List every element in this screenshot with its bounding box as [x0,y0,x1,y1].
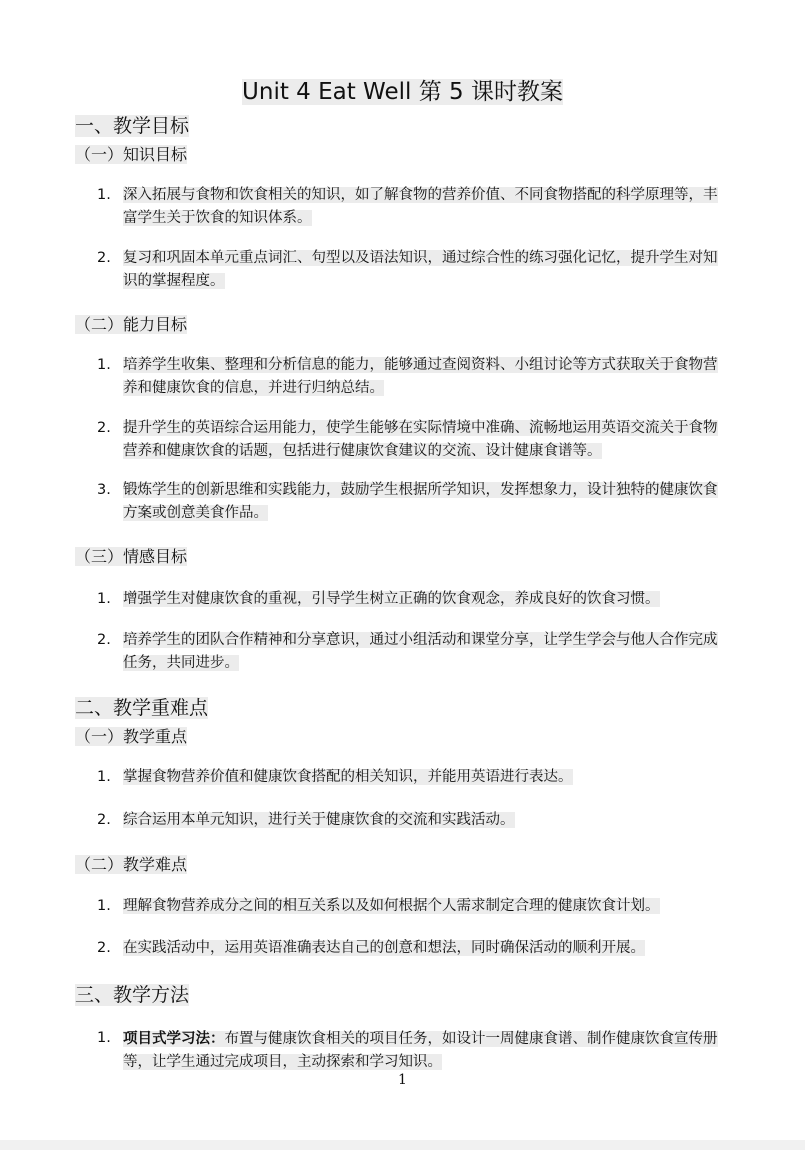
subheading-teaching-focus [75,724,187,750]
list-number: 1. [97,1030,111,1046]
list-number: 1. [97,591,111,607]
list-item-text [123,629,723,675]
list-item-text-span: 掌握食物营养价值和健康饮食搭配的相关知识，并能用英语进行表达。 [123,769,573,785]
list-number: 2. [97,420,111,436]
list-item-text-span: 复习和巩固本单元重点词汇、句型以及语法知识，通过综合性的练习强化记忆，提升学生对知识的掌握程度。 [123,250,718,289]
list-number: 1. [97,898,111,914]
list-item-text [123,809,723,832]
subheading-text: （三）情感目标 [75,547,188,566]
list-item-text-span: 深入拓展与食物和饮食相关的知识，如了解食物的营养价值、不同食物搭配的科学原理等，丰富学生关于饮食的知识体系。 [123,187,718,226]
list-number: 1. [97,187,111,203]
list-item-text-span: 布置与健康饮食相关的项目任务，如设计一周健康食谱、制作健康饮食宣传册等，让学生通过完成项目，主动探索和学习知识。 [123,1031,718,1070]
section-heading-text: 二、教学重难点 [75,697,209,719]
list-item-text [123,588,723,611]
list-item-text-span: 培养学生收集、整理和分析信息的能力，能够通过查阅资料、小组讨论等方式获取关于食物营养和健康饮食的信息，并进行归纳总结。 [123,357,718,396]
list-item-bold-label: 项目式学习法： [123,1030,225,1047]
list-item-text [123,247,723,293]
subheading-teaching-difficulties [75,852,187,878]
list-item-text [123,766,723,789]
list-item-text [123,937,723,960]
section-heading-teaching-goals [75,112,189,140]
subheading-text: （一）教学重点 [75,727,188,746]
list-number: 1. [97,769,111,785]
list-number: 3. [97,482,111,498]
subheading-text: （二）能力目标 [75,315,188,334]
subheading-ability-goals [75,312,187,338]
list-item-text [123,1027,723,1074]
list-number: 1. [97,357,111,373]
document-title-text: Unit 4 Eat Well 第 5 课时教案 [242,79,563,105]
list-number: 2. [97,940,111,956]
list-item-text [123,184,723,230]
list-item-text-span: 理解食物营养成分之间的相互关系以及如何根据个人需求制定合理的健康饮食计划。 [123,898,660,914]
list-item-text [123,354,723,400]
subheading-text: （二）教学难点 [75,855,188,874]
list-item-text [123,479,723,525]
list-number: 2. [97,812,111,828]
list-item-text-span: 增强学生对健康饮食的重视，引导学生树立正确的饮食观念，养成良好的饮食习惯。 [123,591,660,607]
page-number: 1 [398,1072,407,1088]
list-item-text-span: 锻炼学生的创新思维和实践能力，鼓励学生根据所学知识，发挥想象力，设计独特的健康饮食方案或创意美食作品。 [123,482,718,521]
list-item-text-span: 在实践活动中，运用英语准确表达自己的创意和想法，同时确保活动的顺利开展。 [123,940,645,956]
list-number: 2. [97,250,111,266]
document-title [0,76,805,108]
section-heading-teaching-methods [75,981,189,1009]
subheading-emotional-goals [75,544,187,570]
subheading-knowledge-goals [75,142,187,168]
list-item-text-span: 综合运用本单元知识，进行关于健康饮食的交流和实践活动。 [123,812,515,828]
list-item-text-span: 培养学生的团队合作精神和分享意识，通过小组活动和课堂分享，让学生学会与他人合作完成任务，共同进步。 [123,632,718,671]
list-number: 2. [97,632,111,648]
list-item-text [123,417,723,463]
subheading-text: （一）知识目标 [75,145,188,164]
section-heading-text: 一、教学目标 [75,115,190,137]
section-heading-key-difficulties [75,694,208,722]
section-heading-text: 三、教学方法 [75,984,190,1006]
list-item-text-span: 提升学生的英语综合运用能力，使学生能够在实际情境中准确、流畅地运用英语交流关于食物营养和健康饮食的话题，包括进行健康饮食建议的交流、设计健康食谱等。 [123,420,718,459]
list-item-text [123,895,723,918]
